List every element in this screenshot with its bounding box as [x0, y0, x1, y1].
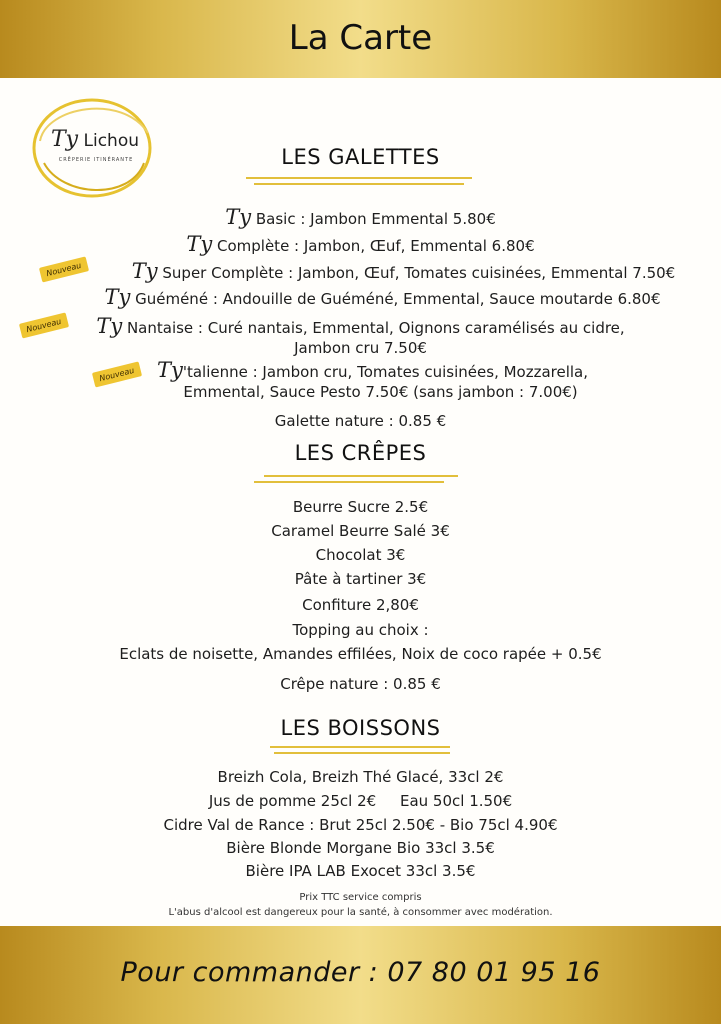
crepe-topping-label: Topping au choix : — [292, 621, 429, 639]
galette-item: Ty Basic : Jambon Emmental 5.80€ — [225, 205, 496, 229]
galette-item: Ty Nantaise : Curé nantais, Emmental, Oignons caramélisés au cidre, — [96, 314, 625, 338]
galette-item: Ty'talienne : Jambon cru, Tomates cuisinées, Mozzarella, — [156, 358, 589, 382]
crepe-item: Beurre Sucre 2.5€ — [292, 498, 429, 516]
crepe-nature: Crêpe nature : 0.85 € — [280, 675, 441, 693]
drink-item: Jus de pomme 25cl 2€ Eau 50cl 1.50€ — [208, 792, 513, 810]
drink-item: Breizh Cola, Breizh Thé Glacé, 33cl 2€ — [217, 768, 504, 786]
drink-item: Bière Blonde Morgane Bio 33cl 3.5€ — [226, 839, 495, 857]
logo-name: Ty Lichou — [50, 127, 139, 152]
drink-item: Cidre Val de Rance : Brut 25cl 2.50€ - Bio 75cl 4.90€ — [163, 816, 558, 834]
section-title-crepes: LES CRÊPES — [294, 441, 427, 465]
galette-nature: Galette nature : 0.85 € — [274, 412, 447, 430]
drink-item: Bière IPA LAB Exocet 33cl 3.5€ — [245, 862, 476, 880]
galette-item-cont: Jambon cru 7.50€ — [294, 339, 427, 357]
price-note: Prix TTC service compris — [299, 892, 422, 903]
galette-item: Ty Guéméné : Andouille de Guéméné, Emmental, Sauce moutarde 6.80€ — [104, 285, 661, 309]
crepe-item: Confiture 2,80€ — [302, 596, 419, 614]
alcohol-warning: L'abus d'alcool est dangereux pour la santé, à consommer avec modération. — [168, 907, 553, 918]
crepe-topping-options: Eclats de noisette, Amandes effilées, Noix de coco rapée + 0.5€ — [119, 645, 602, 663]
crepe-item: Pâte à tartiner 3€ — [294, 570, 427, 588]
order-phone: Pour commander : 07 80 01 95 16 — [120, 957, 601, 988]
section-title-galettes: LES GALETTES — [281, 145, 440, 169]
crepe-item: Caramel Beurre Salé 3€ — [271, 522, 450, 540]
galette-item: Ty Super Complète : Jambon, Œuf, Tomates cuisinées, Emmental 7.50€ — [131, 259, 676, 283]
galette-item-cont: Emmental, Sauce Pesto 7.50€ (sans jambon : 7.00€) — [183, 383, 578, 401]
galette-item: Ty Complète : Jambon, Œuf, Emmental 6.80€ — [186, 232, 535, 256]
badge-nouveau: Nouveau — [39, 256, 89, 282]
crepe-item: Chocolat 3€ — [315, 546, 406, 564]
badge-nouveau: Nouveau — [92, 361, 142, 387]
page-title: La Carte — [288, 18, 433, 58]
logo-tagline: CRÊPERIE ITINÉRANTE — [58, 157, 134, 163]
badge-nouveau: Nouveau — [19, 312, 69, 338]
section-title-boissons: LES BOISSONS — [280, 716, 441, 740]
